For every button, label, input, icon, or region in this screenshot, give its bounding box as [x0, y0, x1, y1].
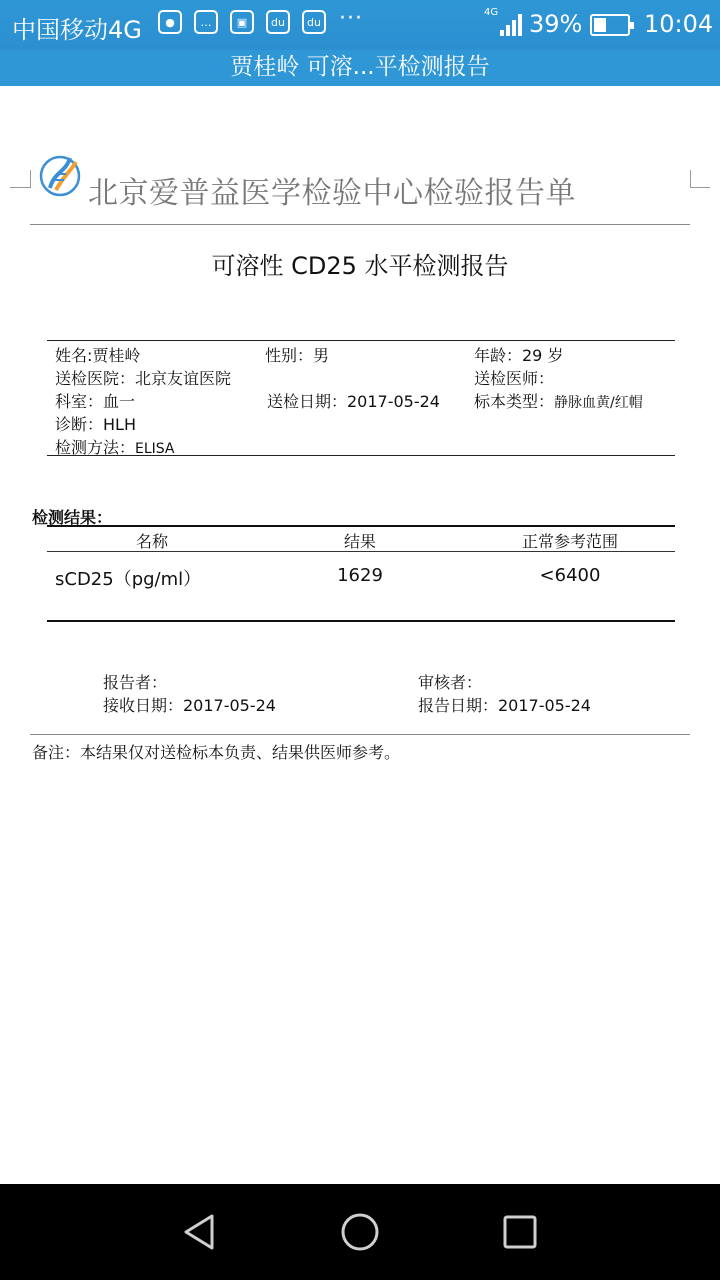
- chat-bubble-icon: ●: [158, 10, 182, 34]
- recents-icon[interactable]: [498, 1210, 542, 1254]
- report-date: 报告日期：2017-05-24: [418, 696, 591, 715]
- page-corner-mark-right: [690, 170, 710, 188]
- result-name: sCD25（pg/ml）: [55, 569, 202, 590]
- patient-gender: 性别：男: [265, 346, 330, 365]
- reviewer: 审核者：: [418, 673, 483, 692]
- reporter: 报告者：: [103, 673, 168, 692]
- navigation-bar: [0, 1184, 720, 1280]
- report-note: 备注：本结果仅对送检标本负责、结果供医师参考。: [32, 743, 401, 762]
- header-divider: [30, 224, 690, 225]
- patient-age: 年龄：29 岁: [474, 346, 564, 365]
- app-title-bar: [0, 50, 720, 86]
- baidu-paw-icon: du: [302, 10, 326, 34]
- report-title: 可溶性 CD25 水平检测报告: [211, 252, 509, 280]
- column-header-name: 名称: [135, 532, 168, 551]
- test-method-value: ELISA: [135, 441, 175, 457]
- sending-doctor: 送检医师：: [474, 369, 555, 388]
- message-icon: …: [194, 10, 218, 34]
- carrier-name: 中国移动4G: [12, 16, 142, 44]
- lab-logo-icon: [36, 150, 84, 198]
- test-method-label: 检测方法：: [55, 438, 136, 457]
- status-bar: [0, 0, 720, 50]
- notification-icons: [158, 10, 338, 34]
- back-icon[interactable]: [178, 1210, 222, 1254]
- network-type-label: 4G: [484, 7, 499, 18]
- diagnosis: 诊断：HLH: [55, 415, 136, 434]
- result-value: 1629: [337, 565, 383, 586]
- document-title: 贾桂岭 可溶...平检测报告: [230, 54, 490, 80]
- gallery-icon: ▣: [230, 10, 254, 34]
- column-header-range: 正常参考范围: [521, 532, 618, 551]
- clock: 10:04: [644, 10, 714, 38]
- department: 科室：血一: [55, 392, 136, 411]
- footer-divider: [30, 734, 690, 735]
- sample-type-value: 静脉血黄/红帽: [554, 395, 643, 411]
- results-label: 检测结果：: [32, 508, 113, 527]
- home-icon[interactable]: [338, 1210, 382, 1254]
- patient-name: 姓名:贾桂岭: [55, 346, 141, 365]
- signal-strength-icon: [498, 12, 524, 36]
- test-method: [55, 435, 175, 458]
- sample-type: [474, 389, 643, 412]
- column-header-result: 结果: [343, 532, 376, 551]
- sending-hospital: 送检医院：北京友谊医院: [55, 369, 232, 388]
- battery-icon: [590, 14, 630, 36]
- lab-name: 北京爱普益医学检验中心检验报告单: [88, 176, 576, 211]
- patient-info: [47, 340, 675, 456]
- table-header-divider: [47, 551, 675, 552]
- sample-type-label: 标本类型：: [474, 392, 555, 411]
- more-notifications-icon: ···: [339, 6, 363, 31]
- baidu-paw-icon: du: [266, 10, 290, 34]
- send-date: 送检日期：2017-05-24: [267, 392, 440, 411]
- results-table: [47, 525, 675, 622]
- page-corner-mark-left: [10, 174, 30, 188]
- receive-date: 接收日期：2017-05-24: [103, 696, 276, 715]
- battery-percent: 39%: [529, 10, 583, 38]
- reference-range: <6400: [539, 565, 601, 586]
